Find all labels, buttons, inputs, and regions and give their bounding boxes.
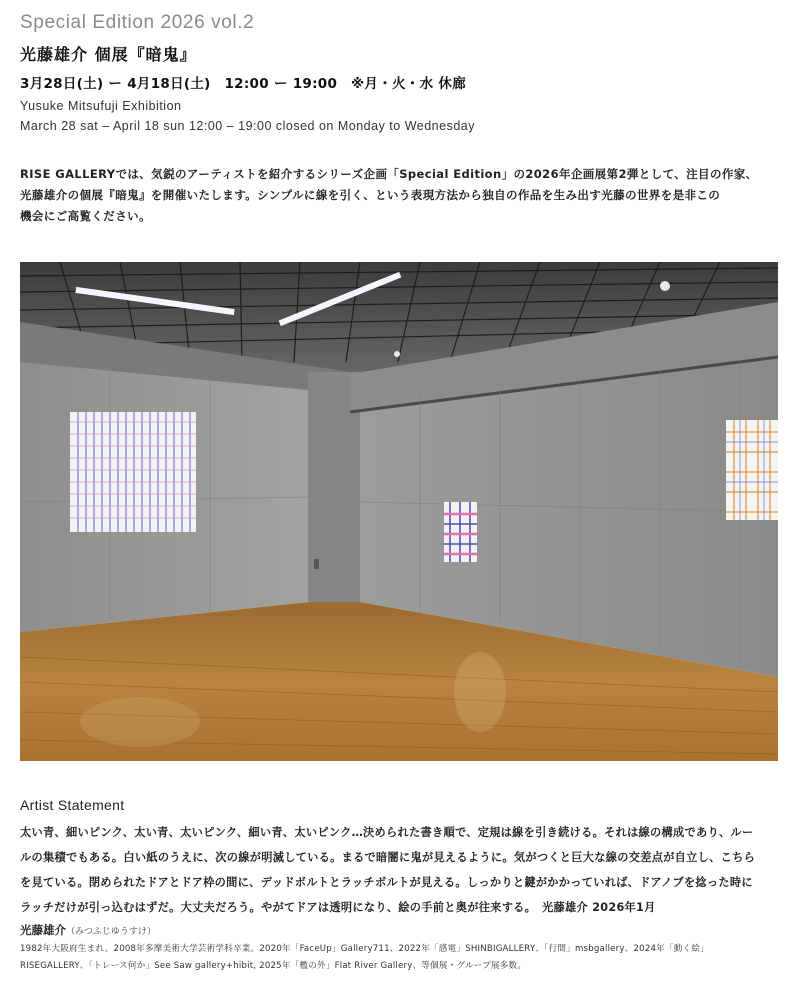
bio-line: RISEGALLERY、「トレース何か」See Saw gallery+hibit, 2025年「檻の外」Flat River Gallery、等個展・グループ展多数。 [20,961,527,971]
exhibition-title-en: Yusuke Mitsufuji Exhibition [20,99,182,113]
statement-line: ラッチだけが引っ込むはずだ。大丈夫だろう。やがてドアは透明になり、絵の手前と奥が往来する。 光藤雄介 2026年1月 [20,901,656,914]
intro-line: 機会にご高覧ください。 [20,209,151,223]
exhibition-dates-ja: 3月28日(土) ー 4月18日(土) 12:00 ー 19:00 ※月・火・水 休廊 [20,76,467,92]
spot-light [660,281,670,291]
bio-line: 1982年大阪府生まれ。2008年多摩美術大学芸術学科卒業。2020年「FaceUp」Gallery711、2022年「感電」SHINBIGALLERY、「行間」msbgallery、2024年「動く絵」 [20,944,709,954]
statement-line: 太い青、細いピンク、太い青、太いピンク、細い青、太いピンク…決められた書き順で、定規は線を引き続ける。それは線の構成であり、ルー [20,826,754,839]
intro-line: 光藤雄介の個展『暗鬼』を開催いたします。シンプルに線を引く、という表現方法から独自の作品を生み出す光藤の世界を是非この [20,188,721,202]
gallery-installation-photo [20,262,778,761]
intro-line: RISE GALLERYでは、気鋭のアーティストを紹介するシリーズ企画「Special Edition」の2026年企画展第2弾として、注目の作家、 [20,167,758,181]
wall-outlet [314,559,319,569]
artist-name [20,922,156,938]
intro-paragraph [20,164,782,227]
exhibition-title-ja: 光藤雄介 個展『暗鬼』 [20,45,197,64]
spot-light [394,351,400,357]
painting-center [444,502,477,562]
edition-label: Special Edition 2026 vol.2 [20,12,255,33]
statement-line: を見ている。閉められたドアとドア枠の間に、デッドボルトとラッチボルトが見える。しっかりと鍵がかかっていれば、ドアノブを捻った時に [20,876,753,889]
artist-name-reading: （みつふじゆうすけ） [66,927,156,937]
exhibition-dates-en: March 28 sat – April 18 sun 12:00 – 19:00 closed on Monday to Wednesday [20,119,475,133]
painting-right [726,420,778,520]
artist-bio [20,941,785,975]
statement-line: ルの集積でもある。白い紙のうえに、次の線が明滅している。まるで暗闇に鬼が見えるように。気がつくと巨大な線の交差点が自立し、こちら [20,851,756,864]
artist-statement-body [20,820,785,920]
artist-statement-heading: Artist Statement [20,797,125,813]
painting-left [70,412,196,532]
artist-name-text: 光藤雄介 [20,923,66,937]
